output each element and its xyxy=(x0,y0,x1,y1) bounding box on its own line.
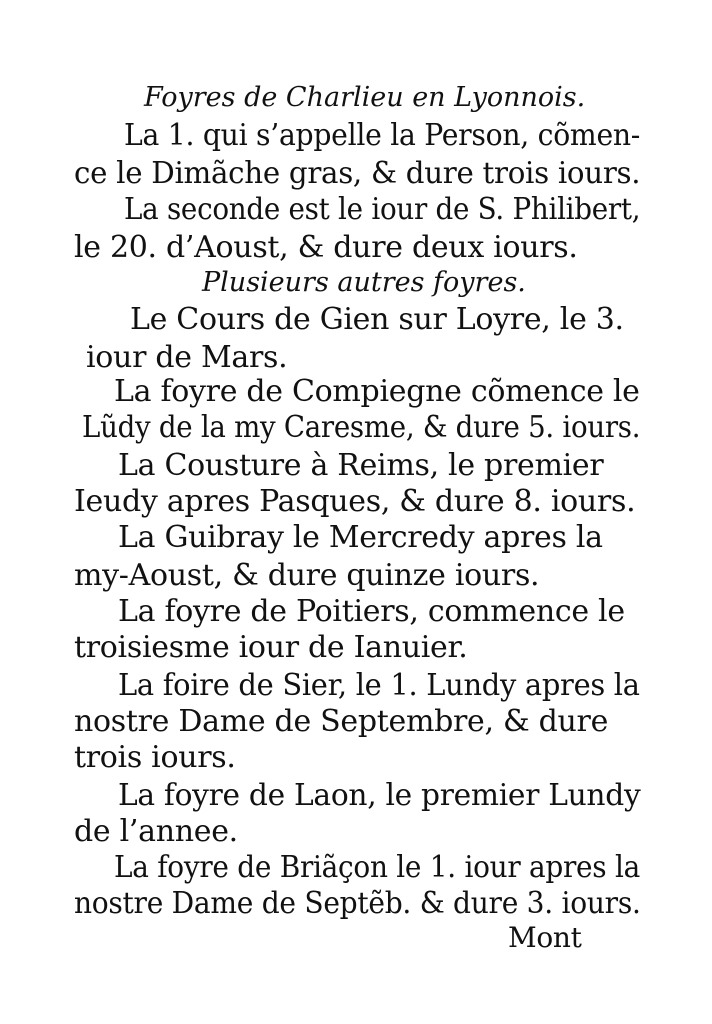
text-line: La 1. qui s’appelle la Person, cõmen- xyxy=(124,118,641,153)
text-line: La foire de Sier, le 1. Lundy apres la xyxy=(118,668,640,703)
text-line: La foyre de Poitiers, commence le xyxy=(118,594,625,629)
text-line: Lũdy de la my Caresme, & dure 5. iours. xyxy=(82,410,641,445)
text-line: ce le Dimãche gras, & dure trois iours. xyxy=(74,156,641,191)
text-line: le 20. d’Aoust, & dure deux iours. xyxy=(74,230,578,265)
text-line: nostre Dame de Septembre, & dure xyxy=(74,704,609,739)
text-line: iour de Mars. xyxy=(86,340,288,375)
text-line: trois iours. xyxy=(74,740,236,775)
text-line: de l’annee. xyxy=(74,814,238,849)
text-line: La seconde est le iour de S. Philibert, xyxy=(124,192,641,227)
text-line: La foyre de Briãçon le 1. iour apres la xyxy=(114,850,640,885)
text-line: La Cousture à Reims, le premier xyxy=(118,448,604,483)
catchword: Mont xyxy=(508,921,582,954)
text-line: my-Aoust, & dure quinze iours. xyxy=(74,558,540,593)
section-heading-charlieu: Foyres de Charlieu en Lyonnois. xyxy=(144,82,586,113)
text-line: La foyre de Laon, le premier Lundy xyxy=(118,778,641,813)
text-line: troisiesme iour de Ianuier. xyxy=(74,630,468,665)
text-line: nostre Dame de Septẽb. & dure 3. iours. xyxy=(74,886,641,921)
text-line: Le Cours de Gien sur Loyre, le 3. xyxy=(130,302,624,337)
text-line: Ieudy apres Pasques, & dure 8. iours. xyxy=(74,484,636,519)
section-heading-autres-foyres: Plusieurs autres foyres. xyxy=(202,267,526,298)
text-line: La foyre de Compiegne cõmence le xyxy=(114,374,640,409)
text-line: La Guibray le Mercredy apres la xyxy=(118,520,603,555)
